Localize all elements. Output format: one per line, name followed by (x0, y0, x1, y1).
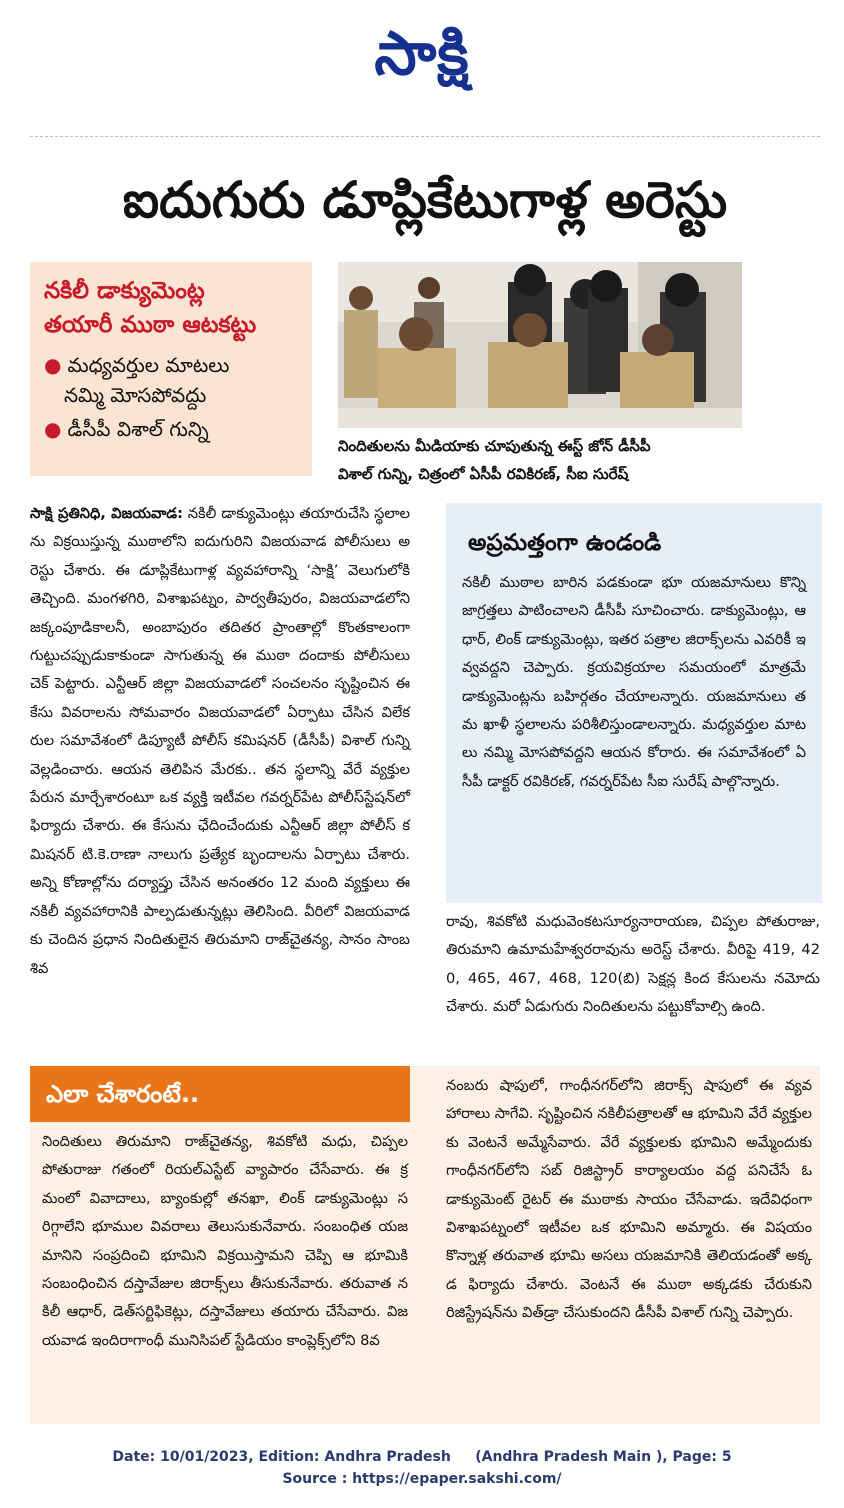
caption-line-1: నిందితులను మీడియాకు చూపుతున్న ఈస్ట్ జోన్ డీసీపీ (338, 437, 651, 455)
bullet-dot-icon: ● (44, 417, 62, 441)
kicker-bullet-2 (44, 414, 298, 444)
press-conference-photo (338, 262, 742, 428)
how-box-title: ఎలా చేశారంటే.. (30, 1066, 410, 1122)
sidebar-body: నకిలీ ముఠాల బారిన పడకుండా భూ యజమానులు కొన్ని జాగ్రత్తలు పాటించాలని డీసీపీ సూచించారు. డాక్యుమెంట్లు, ఆధార్, లింక్ డాక్యుమెంట్లు, ఇతర పత్రాల జిరాక్స్‌లను ఎవరికీ ఇవ్వవద్దని చెప్పారు. క్రయవిక్రయాల సమయంలో మాత్రమే డాక్యుమెంట్లను బహిర్గతం చేయాలన్నారు. యజమానులు తమ ఖాళీ స్థలాలను పరిశీలిస్తుండాలన్నారు. మధ్యవర్తుల మాటలు నమ్మి మోసపోవద్దని ఆయన కోరారు. ఈ సమావేశంలో ఏసీపీ డాక్టర్ రవికిరణ్, గవర్నర్‌పేట సీఐ సురేష్ పాల్గొన్నారు. (462, 574, 806, 790)
footer-source-line: Source : https://epaper.sakshi.com/ (282, 1471, 562, 1487)
kicker-box (30, 262, 312, 476)
photo-caption (338, 432, 808, 488)
kicker-bullet-1 (44, 350, 298, 410)
headline: ఐదుగురు డూప్లికేటుగాళ్ల అరెస్టు (122, 171, 728, 229)
kicker-line-2: తయారీ ముఠా ఆటకట్టు (44, 312, 257, 338)
caption-line-2: విశాల్ గున్ని, చిత్రంలో ఏసీపీ రవికిరణ్, సీఐ సురేష్ (338, 465, 629, 483)
article-dateline: సాక్షి ప్రతినిధి, విజయవాడ: (30, 505, 183, 522)
bullet-text: డీసీపీ విశాల్ గున్ని (67, 417, 209, 441)
bullet-text-cont: నమ్మి మోసపోవద్దు (64, 383, 207, 407)
footer-edition-line: Date: 10/01/2023, Edition: Andhra Pradesh (Andhra Pradesh Main ), Page: 5 (112, 1449, 732, 1465)
sidebar-title: అప్రమత్తంగా ఉండండి (468, 530, 662, 556)
page-footer (0, 1446, 844, 1490)
bullet-dot-icon: ● (44, 353, 62, 377)
how-body-left: నిందితులు తిరుమాని రాజ్‌చైతన్య, శివకోటి మధు, చిప్పల పోతురాజు గతంలో రియల్‌ఎస్టేట్ వ్యాపారం చేసేవారు. ఈ క్రమంలో వివాదాలు, బ్యాంకుల్లో తనఖా, లింక్ డాక్యుమెంట్లు సరిగ్గాలేని భూముల వివరాలు తెలుసుకునేవారు. సంబంధిత యజమానిని సంప్రదించి భూమిని విక్రయిస్తామని చెప్పి ఆ భూమికి సంబంధించిన దస్తావేజుల జిరాక్స్‌లు తీసుకునేవారు. తరువాత నకిలీ ఆధార్, డెత్‌సర్టిఫికెట్లు, దస్తావేజులు తయారు చేసేవారు. విజయవాడ ఇందిరాగాంధీ మునిసిపల్ స్టేడియం కాంప్లెక్స్‌లోని 8వ (42, 1133, 408, 1349)
photo-illustration (338, 262, 742, 428)
kicker-line-1: నకిలీ డాక్యుమెంట్ల (44, 278, 205, 304)
article-body-left: నకిలీ డాక్యుమెంట్లు తయారుచేసి స్థలాలను విక్రయిస్తున్న ముఠాలోని ఐదుగురిని విజయవాడ పోలీసులు అరెస్టు చేశారు. ఈ డూప్లికేటుగాళ్ల వ్యవహారాన్ని ‘సాక్షి’ వెలుగులోకి తెచ్చింది. మంగళగిరి, విశాఖపట్నం, పార్వతీపురం, విజయవాడలోని జక్కంపూడికాలనీ, అంబాపురం తదితర ప్రాంతాల్లో కొంతకాలంగా గుట్టుచప్పుడుకాకుండా సాగుతున్న ఈ ముఠా దందాకు పోలీసులు చెక్ పెట్టారు. ఎన్టీఆర్ జిల్లా విజయవాడలో సంచలనం సృష్టించిన ఈ కేసు వివరాలను సోమవారం విజయవాడలో ఏర్పాటు చేసిన విలేకరుల సమావేశంలో డిప్యూటీ పోలీస్ కమిషనర్ (డీసీపీ) విశాల్ గున్ని వెల్లడించారు. ఆయన తెలిపిన మేరకు.. తన స్థలాన్ని వేరే వ్యక్తుల పేరున మార్చేశారంటూ ఒక వ్యక్తి ఇటీవల గవర్నర్‌పేట పోలీస్‌స్టేషన్‌లో ఫిర్యాదు చేశారు. ఈ కేసును ఛేదించేందుకు ఎన్టీఆర్ జిల్లా పోలీస్ కమిషనర్ టి.కె.రాణా నాలుగు ప్రత్యేక బృందాలను ఏర్పాటు చేశారు. అన్ని కోణాల్లోను దర్యాప్తు చేసిన అనంతరం 12 మంది వ్యక్తులు ఈ నకిలీ వ్యవహారానికి పాల్పడుతున్నట్లు తెలిసింది. వీరిలో విజయవాడకు చెందిన ప్రధాన నిందితులైన తిరుమాని రాజ్‌చైతన్య, సానం సాంబశివ (30, 505, 411, 977)
article-column-right: రావు, శివకోటి మధువెంకటసూర్యనారాయణ, చిప్పల పోతురాజు, తిరుమాని ఉమామహేశ్వరరావును అరెస్ట్ చేశారు. వీరిపై 419, 420, 465, 467, 468, 120(బి) సెక్షన్ల కింద కేసులను నమోదు చేశారు. మరో ఏడుగురు నిందితులను పట్టుకోవాల్సి ఉంది. (446, 913, 820, 1016)
how-body-right: నంబరు షాపులో, గాంధీనగర్‌లోని జిరాక్స్ షాపులో ఈ వ్యవహారాలు సాగేవి. సృష్టించిన నకిలీపత్రాలతో ఆ భూమిని వేరే వ్యక్తులకు వెంటనే అమ్మేసేవారు. వేరే వ్యక్తులకు భూమిని అమ్మేందుకు గాంధీనగర్‌లోని సబ్ రిజిస్ట్రార్ కార్యాలయం వద్ద పనిచేసే ఓ డాక్యుమెంట్ రైటర్ ఈ ముఠాకు సాయం చేసేవాడు. ఇదేవిధంగా విశాఖపట్నంలో ఇటీవల ఒక భూమిని అమ్మారు. ఈ విషయం కొన్నాళ్ల తరువాత భూమి అసలు యజమానికి తెలియడంతో అక్కడ ఫిర్యాదు చేశారు. వెంటనే ఈ ముఠా అక్కడకు చేరుకుని రిజిస్ట్రేషన్‌ను విత్‌డ్రా చేసుకుందని డీసీపీ విశాల్ గున్ని చెప్పారు. (446, 1077, 812, 1322)
masthead-divider (30, 136, 820, 137)
bullet-text: మధ్యవర్తుల మాటలు (67, 353, 230, 377)
masthead-logo: సాక్షి (374, 19, 470, 89)
caution-sidebar (446, 503, 822, 903)
article-column-left (30, 500, 410, 983)
